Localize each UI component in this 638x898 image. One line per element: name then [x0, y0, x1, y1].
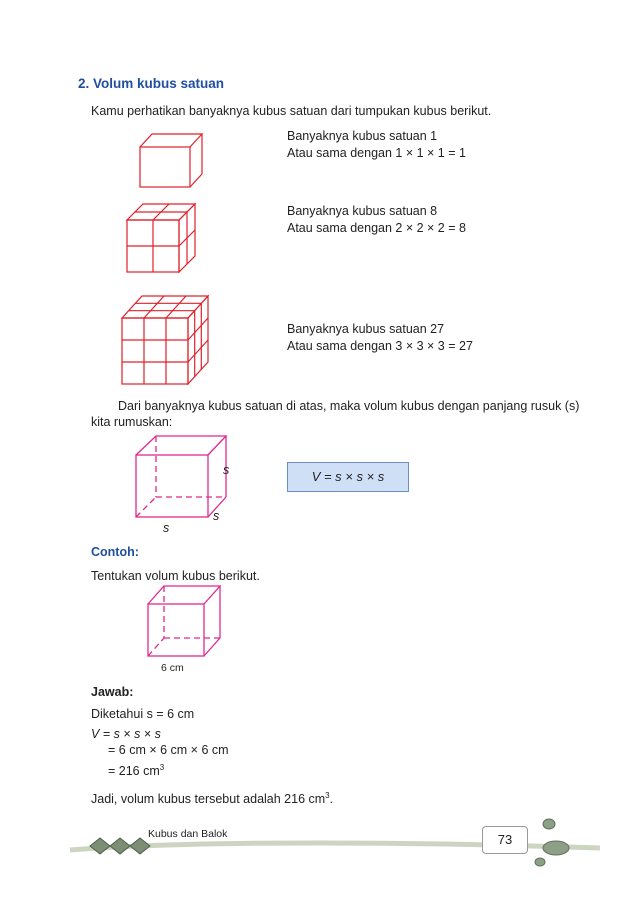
formula-cube	[136, 436, 226, 517]
unit-cube-1	[140, 134, 202, 187]
edge-label-height: s	[223, 463, 230, 477]
contoh-question: Tentukan volum kubus berikut.	[91, 569, 260, 583]
example-2-equation: Atau sama dengan 2 × 2 × 2 = 8	[287, 221, 466, 235]
example-2-count: Banyaknya kubus satuan 8	[287, 204, 438, 218]
section-title: 2. Volum kubus satuan	[78, 76, 225, 91]
diamond-icon	[90, 838, 150, 854]
footer-chapter: Kubus dan Balok	[148, 828, 228, 840]
circle-ornament-icon	[535, 819, 569, 866]
jawab-step-3: = 216 $cm^3$	[108, 763, 165, 779]
jawab-step-1: V = s × s × s	[91, 727, 161, 741]
intro-text: Kamu perhatikan banyaknya kubus satuan dari tumpukan kubus berikut.	[91, 104, 492, 118]
jawab-given: Diketahui s = 6 cm	[91, 707, 195, 721]
example-cube-label: 6 cm	[161, 662, 184, 674]
example-1-count: Banyaknya kubus satuan 1	[287, 129, 438, 143]
jawab-conclusion: Jadi, volum kubus tersebut adalah 216 $cm^3$.	[91, 791, 334, 807]
unit-cube-8	[127, 204, 195, 272]
contoh-heading: Contoh:	[91, 545, 139, 559]
jawab-heading: Jawab:	[91, 685, 134, 699]
example-cube	[148, 586, 220, 656]
example-3-equation: Atau sama dengan 3 × 3 × 3 = 27	[287, 339, 473, 353]
example-3-count: Banyaknya kubus satuan 27	[287, 322, 445, 336]
page-number: 73	[482, 826, 528, 854]
volume-formula-box: V = s × s × s	[287, 462, 409, 492]
formula-intro-line1: Dari banyaknya kubus satuan di atas, maka volum kubus dengan panjang rusuk (s)	[118, 399, 580, 413]
unit-cube-27	[122, 296, 208, 384]
edge-label-depth: s	[213, 509, 220, 523]
jawab-step-2: = 6 cm × 6 cm × 6 cm	[108, 743, 229, 757]
example-1-equation: Atau sama dengan 1 × 1 × 1 = 1	[287, 146, 466, 160]
formula-intro-line2: kita rumuskan:	[91, 415, 173, 429]
edge-label-width: s	[163, 521, 170, 535]
